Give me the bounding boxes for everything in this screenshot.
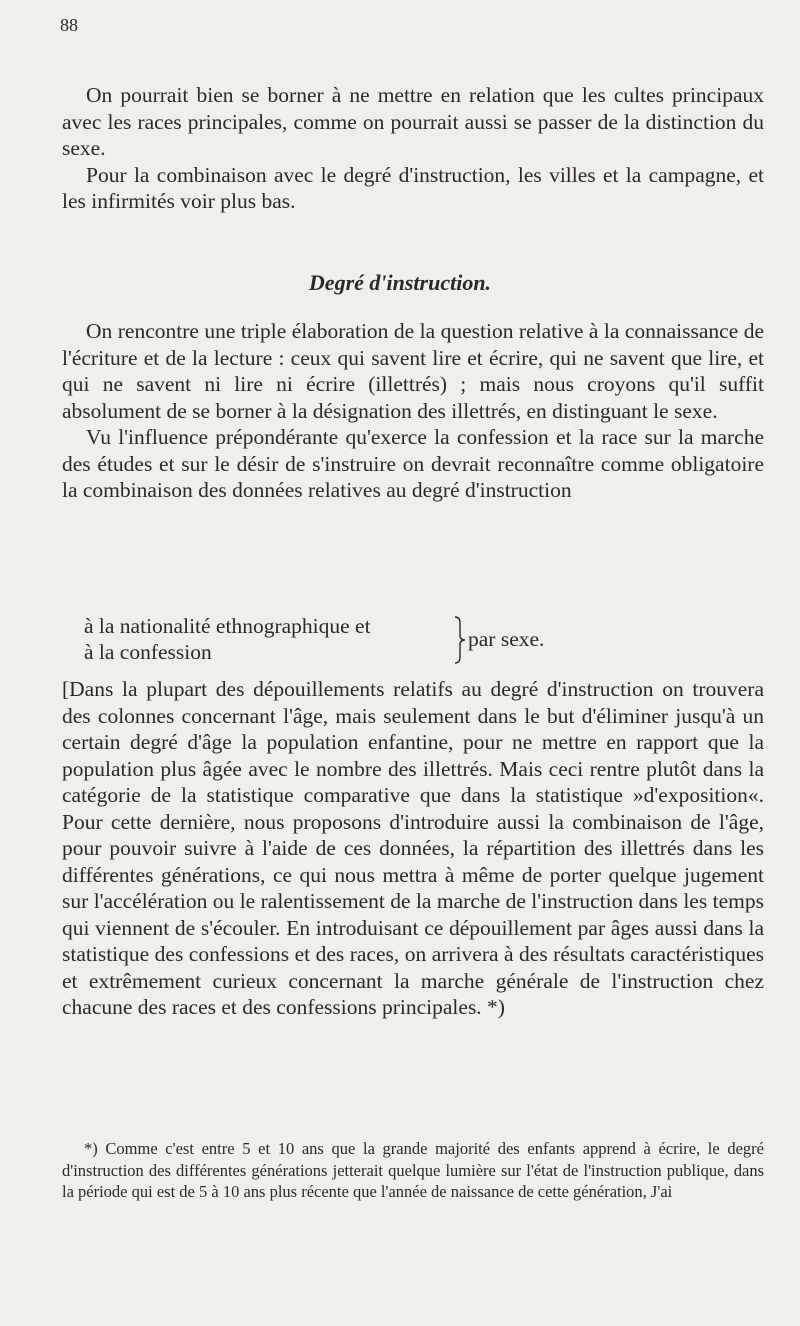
- paragraph-triple-elaboration: On rencontre une triple élaboration de la question relative à la connaissance de l'écriture et de la lecture : ceux qui savent lire et écrire, qui ne savent que lire, et qui ne savent ni lire ni écrire (illettrés) ; mais nous croyons qu'il suffit absolument de se borner à la désignation des illettrés, en distinguant le sexe.: [62, 319, 764, 423]
- page-number: 88: [60, 15, 78, 35]
- brace-group: [84, 613, 584, 669]
- footnote: [62, 1138, 764, 1203]
- footnote-text: *) Comme c'est entre 5 et 10 ans que la grande majorité des enfants apprend à écrire, le degré d'instruction des différentes générations jetterait quelque lumière sur l'état de l'instruction publique, dans la période qui est de 5 à 10 ans plus récente que l'année de naissance de cette génération, J'ai: [62, 1139, 764, 1201]
- paragraph-combinaison: Pour la combinaison avec le degré d'instruction, les villes et la campagne, et les infirmités voir plus bas.: [62, 162, 764, 213]
- body-text: [62, 318, 764, 504]
- brace-label: par sexe.: [468, 627, 545, 651]
- section-title: Degré d'instruction.: [308, 270, 492, 295]
- brace-line-nationalite: à la nationalité ethnographique et: [84, 614, 371, 638]
- bracket-text: [62, 676, 764, 1021]
- brace-line-confession: à la confession: [84, 640, 212, 664]
- curly-brace-icon: [454, 615, 466, 665]
- intro-text: [62, 82, 764, 215]
- paragraph-age-remarks: [Dans la plupart des dépouillements relatifs au degré d'instruction on trouvera des colonnes concernant l'âge, mais seulement dans le but d'éliminer jusqu'à un certain degré d'âge la population enfantine, pour ne mettre en rapport que la population plus âgée avec le nombre des illettrés. Mais ceci rentre plutôt dans la catégorie de la statistique comparative que dans la statistique »d'exposition«. Pour cette dernière, nous proposons d'introduire aussi la combinaison de l'âge, pour pouvoir suivre à l'aide de ces données, la répartition des illettrés dans les différentes générations, ce qui nous mettra à même de porter quelque jugement sur l'accélération ou le ralentissement de la marche de l'instruction dans les temps qui viennent de s'écouler. En introduisant ce dépouillement par âges aussi dans la statistique des confessions et des races, on arrivera à des résultats caractéristiques et extrêmement curieux concernant la marche générale de l'instruction chez chacune des races et des confessions principales. *): [62, 677, 764, 1019]
- paragraph-influence: Vu l'influence prépondérante qu'exerce la confession et la race sur la marche des études et sur le désir de s'instruire on devrait reconnaître comme obligatoire la combinaison des données relatives au degré d'instruction: [62, 425, 764, 502]
- paragraph-cultes: On pourrait bien se borner à ne mettre en relation que les cultes principaux avec les races principales, comme on pourrait aussi se passer de la distinction du sexe.: [62, 83, 764, 160]
